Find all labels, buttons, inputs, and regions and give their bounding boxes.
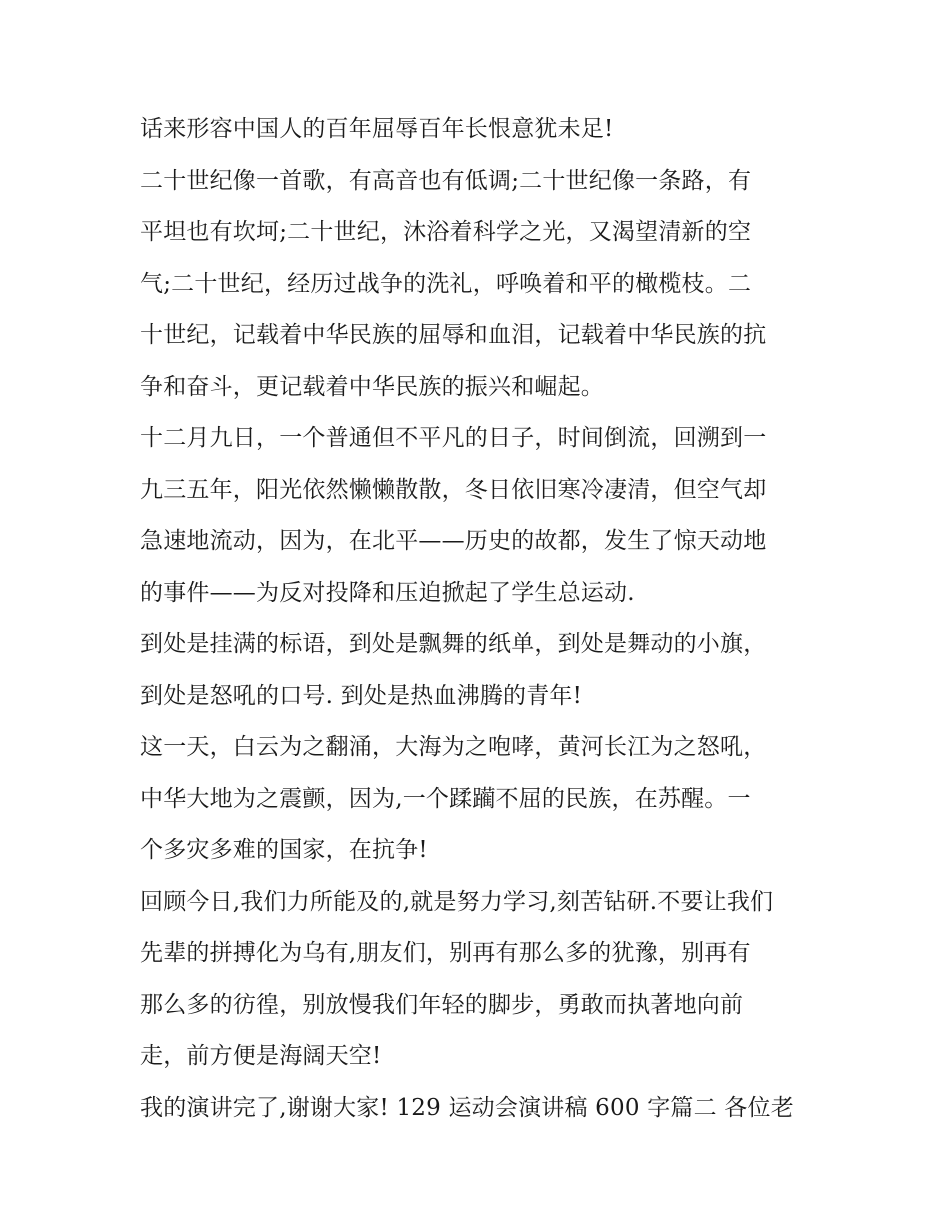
text-line: 的事件——为反对投降和压迫掀起了学生总运动. (140, 579, 635, 606)
text-line: 急速地流动，因为，在北平——历史的故都，发生了惊天动地 (140, 528, 767, 554)
text-line: 中华大地为之震颤，因为,一个蹂躏不屈的民族，在苏醒。一 (140, 785, 751, 812)
speech-text (140, 104, 820, 1134)
text-line: 九三五年，阳光依然懒懒散散，冬日依旧寒冷凄清，但空气却 (140, 476, 767, 503)
text-line: 个多灾多难的国家，在抗争! (140, 837, 428, 863)
text-line: 那么多的彷徨，别放慢我们年轻的脚步，勇敢而执著地向前 (140, 991, 744, 1018)
text-line: 气;二十世纪，经历过战争的洗礼，呼唤着和平的橄榄枝。二 (140, 270, 752, 297)
text-line: 走，前方便是海阔天空! (140, 1043, 382, 1069)
text-line: 十二月九日，一个普通但不平凡的日子，时间倒流，回溯到一 (140, 425, 767, 451)
text-line: 到处是怒吼的口号. 到处是热血沸腾的青年! (140, 682, 583, 709)
text-line: 我的演讲完了,谢谢大家! 129 运动会演讲稿 600 字篇二 各位老 (140, 1094, 794, 1121)
text-line: 到处是挂满的标语，到处是飘舞的纸单，到处是舞动的小旗， (140, 631, 767, 657)
text-line: 回顾今日,我们力所能及的,就是努力学习,刻苦钻研.不要让我们 (140, 888, 774, 915)
text-line: 先辈的拼搏化为乌有,朋友们，别再有那么多的犹豫，别再有 (140, 940, 751, 966)
text-line: 二十世纪像一首歌，有高音也有低调;二十世纪像一条路，有 (140, 167, 752, 194)
text-line: 十世纪，记载着中华民族的屈辱和血泪，记载着中华民族的抗 (140, 322, 767, 348)
text-line: 话来形容中国人的百年屈辱百年长恨意犹未足! (140, 116, 614, 142)
text-line: 平坦也有坎坷;二十世纪，沐浴着科学之光，又渴望清新的空 (140, 219, 752, 245)
text-line: 这一天，白云为之翻涌，大海为之咆哮，黄河长江为之怒吼， (140, 734, 767, 760)
text-line: 争和奋斗，更记载着中华民族的振兴和崛起。 (140, 373, 604, 400)
